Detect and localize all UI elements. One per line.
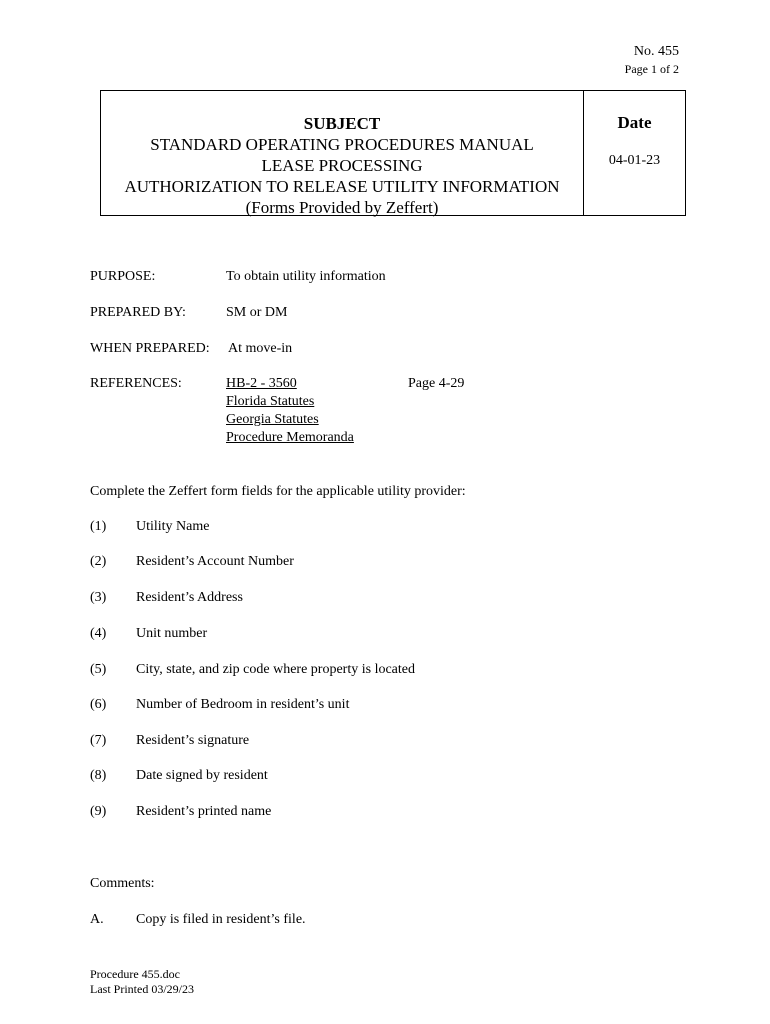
list-item-text: Date signed by resident xyxy=(136,768,268,783)
subject-line: AUTHORIZATION TO RELEASE UTILITY INFORMATION xyxy=(124,177,560,196)
when-prepared-label: WHEN PREPARED: xyxy=(90,341,210,356)
list-item-number: (5) xyxy=(90,662,107,677)
subject-cell xyxy=(101,91,583,215)
date-cell xyxy=(584,91,685,215)
reference-link[interactable]: Florida Statutes xyxy=(226,394,315,409)
list-item-text: Resident’s Address xyxy=(136,590,243,605)
list-item-text: Resident’s printed name xyxy=(136,804,272,819)
page-indicator: Page 1 of 2 xyxy=(624,62,679,76)
references-label: REFERENCES: xyxy=(90,376,182,391)
list-item-text: Unit number xyxy=(136,626,208,641)
footer-filename: Procedure 455.doc xyxy=(90,967,180,981)
reference-link[interactable]: HB-2 - 3560 xyxy=(226,376,297,391)
references-page: Page 4-29 xyxy=(408,376,465,391)
instructions-text: Complete the Zeffert form fields for the applicable utility provider: xyxy=(90,484,466,499)
subject-table xyxy=(100,90,686,216)
reference-link[interactable]: Georgia Statutes xyxy=(226,412,319,427)
prepared-by-label: PREPARED BY: xyxy=(90,305,186,320)
list-item-number: (6) xyxy=(90,697,107,712)
list-item-text: Utility Name xyxy=(136,519,210,534)
document-number: No. 455 xyxy=(633,44,679,59)
subject-heading: SUBJECT xyxy=(303,114,381,133)
list-item-text: Resident’s signature xyxy=(136,733,250,748)
prepared-by-value: SM or DM xyxy=(226,305,288,320)
list-item-number: (8) xyxy=(90,768,107,783)
list-item-number: (1) xyxy=(90,519,107,534)
comment-letter: A. xyxy=(90,912,104,927)
date-heading: Date xyxy=(617,113,652,132)
list-item-number: (3) xyxy=(90,590,107,605)
comments-label: Comments: xyxy=(90,876,155,891)
footer-last-printed: Last Printed 03/29/23 xyxy=(90,982,194,996)
list-item-number: (4) xyxy=(90,626,107,641)
list-item-number: (2) xyxy=(90,554,107,569)
date-value: 04-01-23 xyxy=(608,153,661,168)
list-item-text: Resident’s Account Number xyxy=(136,554,294,569)
subject-line: STANDARD OPERATING PROCEDURES MANUAL xyxy=(150,135,534,154)
list-item-number: (9) xyxy=(90,804,107,819)
subject-line: LEASE PROCESSING xyxy=(261,156,423,175)
purpose-value: To obtain utility information xyxy=(226,269,386,284)
list-item-number: (7) xyxy=(90,733,107,748)
purpose-label: PURPOSE: xyxy=(90,269,156,284)
subject-line: (Forms Provided by Zeffert) xyxy=(245,198,439,217)
comment-text: Copy is filed in resident’s file. xyxy=(136,912,306,927)
reference-link[interactable]: Procedure Memoranda xyxy=(226,430,354,445)
list-item-text: City, state, and zip code where property is located xyxy=(136,662,415,677)
list-item-text: Number of Bedroom in resident’s unit xyxy=(136,697,350,712)
when-prepared-value: At move-in xyxy=(228,341,293,356)
